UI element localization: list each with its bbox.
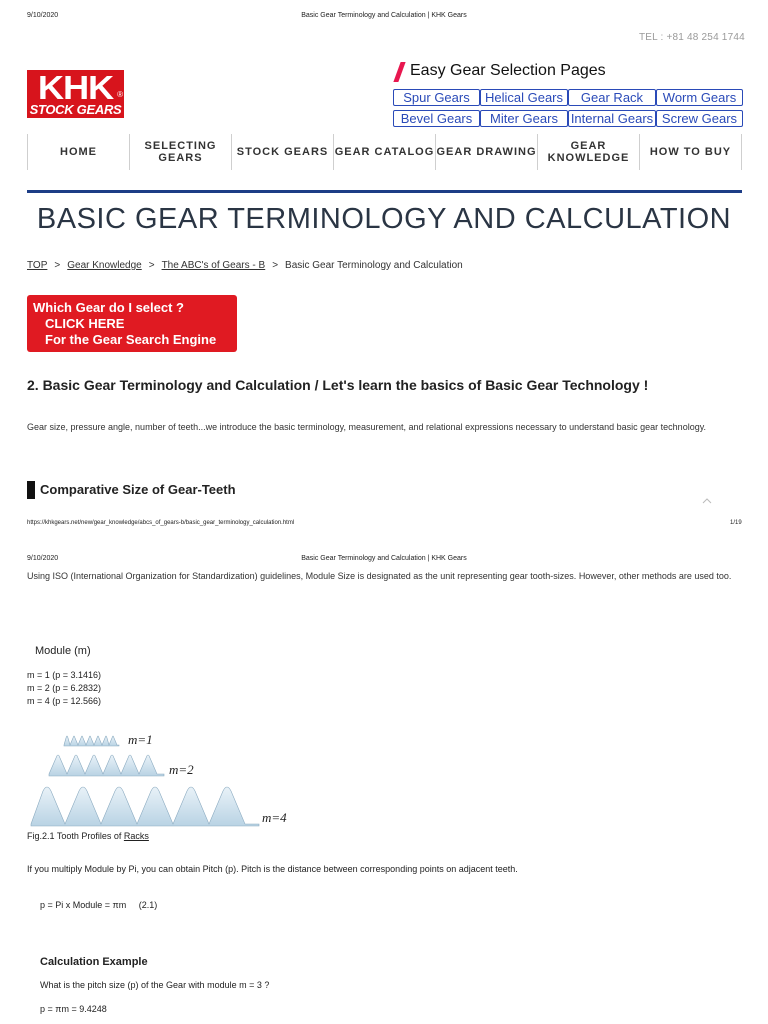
gear-link-screw[interactable]: Screw Gears [656, 110, 743, 127]
gear-link-spur[interactable]: Spur Gears [393, 89, 480, 106]
pitch-paragraph: If you multiply Module by Pi, you can obtain Pitch (p). Pitch is the distance between corresponding points on adjacent teeth. [27, 864, 518, 874]
nav-selecting-gears[interactable]: SELECTING GEARS [129, 134, 231, 170]
breadcrumb-separator: > [272, 260, 279, 271]
breadcrumb-current: Basic Gear Terminology and Calculation [285, 260, 463, 271]
calculation-example-heading: Calculation Example [40, 956, 148, 968]
module-line: m = 4 (p = 12.566) [27, 696, 102, 706]
nav-stock-gears[interactable]: STOCK GEARS [231, 134, 333, 170]
intro-paragraph: Gear size, pressure angle, number of teeth...we introduce the basic terminology, measurement, and relational expressions necessary to understand basic gear technology. [27, 422, 707, 432]
telephone-number: TEL : +81 48 254 1744 [639, 32, 745, 43]
nav-gear-knowledge[interactable]: GEAR KNOWLEDGE [537, 134, 639, 170]
slash-accent-icon [393, 62, 405, 82]
module-values [27, 669, 101, 708]
label-m2: m=2 [169, 762, 194, 777]
module-line: m = 2 (p = 6.2832) [27, 683, 102, 693]
nav-home[interactable]: HOME [27, 134, 129, 170]
subheading: Comparative Size of Gear-Teeth [27, 481, 236, 499]
logo-stock-gears-text: STOCK GEARS [29, 102, 122, 117]
label-m1: m=1 [128, 732, 153, 747]
print-doc-title-page2: Basic Gear Terminology and Calculation | KHK Gears [301, 555, 467, 562]
module-line: m = 1 (p = 3.1416) [27, 670, 102, 680]
gear-link-helical[interactable]: Helical Gears [480, 89, 568, 106]
print-doc-title: Basic Gear Terminology and Calculation | KHK Gears [301, 12, 467, 19]
banner-line-2: CLICK HERE [45, 316, 125, 331]
breadcrumb-separator: > [148, 260, 155, 271]
nav-gear-catalog[interactable]: GEAR CATALOG [333, 134, 435, 170]
rack-m1-shape [64, 736, 119, 746]
banner-line-1: Which Gear do I select ? [33, 300, 184, 315]
module-label: Module (m) [35, 645, 91, 657]
page-title: BASIC GEAR TERMINOLOGY AND CALCULATION [36, 203, 732, 235]
khk-logo[interactable] [27, 70, 124, 118]
rack-tooth-profiles-figure [27, 728, 327, 830]
nav-divider [27, 190, 742, 193]
breadcrumb-top[interactable]: TOP [27, 260, 48, 271]
calculation-question: What is the pitch size (p) of the Gear with module m = 3 ? [40, 980, 270, 990]
iso-paragraph: Using ISO (International Organization for Standardization) guidelines, Module Size is designated as the unit representing gear tooth-sizes. However, other methods are used too. [27, 571, 732, 581]
rack-m2-shape [49, 755, 164, 776]
gear-link-internal[interactable]: Internal Gears [568, 110, 656, 127]
breadcrumb-abcs-of-gears[interactable]: The ABC's of Gears - B [161, 260, 266, 271]
gear-link-bevel[interactable]: Bevel Gears [393, 110, 480, 127]
figure-caption: Fig.2.1 Tooth Profiles of Racks [27, 831, 149, 841]
breadcrumb [27, 260, 463, 271]
print-footer-url: https://khkgears.net/new/gear_knowledge/abcs_of_gears-b/basic_gear_terminology_calculation.html [27, 520, 295, 526]
logo-khk-text: KHK [37, 69, 114, 106]
banner-line-3: For the Gear Search Engine [45, 332, 217, 347]
gear-search-banner[interactable] [27, 295, 237, 352]
label-m4: m=4 [262, 810, 287, 825]
pitch-formula: p = Pi x Module = πm (2.1) [40, 900, 158, 910]
section-heading: 2. Basic Gear Terminology and Calculation / Let's learn the basics of Basic Gear Technology ! [27, 377, 649, 393]
gear-link-miter[interactable]: Miter Gears [480, 110, 568, 127]
print-date-page2: 9/10/2020 [27, 555, 59, 562]
print-footer-page: 1/19 [730, 520, 742, 526]
gear-link-rack[interactable]: Gear Rack [568, 89, 656, 106]
rack-m4-shape [31, 787, 259, 826]
racks-link[interactable]: Racks [123, 831, 149, 841]
easy-gear-selection-title: Easy Gear Selection Pages [410, 62, 606, 79]
print-date: 9/10/2020 [27, 12, 59, 19]
heading-bar-icon [27, 481, 35, 499]
nav-gear-drawing[interactable]: GEAR DRAWING [435, 134, 537, 170]
breadcrumb-gear-knowledge[interactable]: Gear Knowledge [67, 260, 142, 271]
nav-how-to-buy[interactable]: HOW TO BUY [639, 134, 742, 170]
logo-registered-mark: ® [117, 90, 123, 99]
calculation-answer: p = πm = 9.4248 [40, 1004, 107, 1014]
main-nav [27, 134, 742, 170]
scroll-top-chevron-icon[interactable] [702, 496, 712, 506]
breadcrumb-separator: > [54, 260, 61, 271]
gear-link-worm[interactable]: Worm Gears [656, 89, 743, 106]
